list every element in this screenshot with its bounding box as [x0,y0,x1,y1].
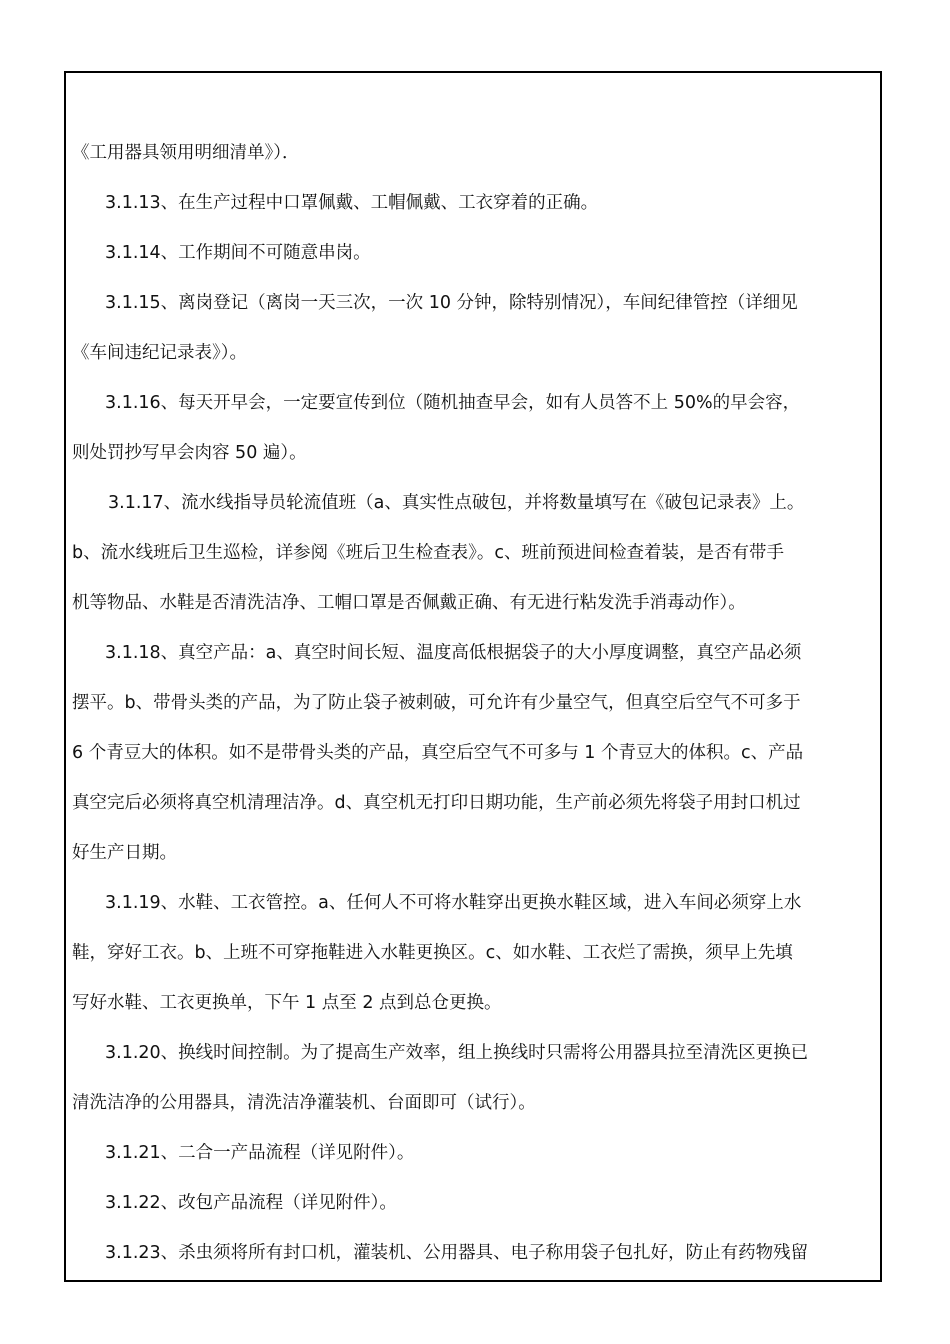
text-line: 3.1.19、水鞋、工衣管控。a、任何人不可将水鞋穿出更换水鞋区域，进入车间必须穿上水 [105,893,802,913]
text-line: 清洗洁净的公用器具，清洗洁净灌装机、台面即可（试行）。 [72,1093,536,1113]
text-line: 3.1.23、杀虫须将所有封口机，灌装机、公用器具、电子称用袋子包扎好，防止有药物残留 [105,1243,809,1263]
text-line: 3.1.21、二合一产品流程（详见附件）。 [105,1143,415,1163]
text-line: 机等物品、水鞋是否清洗洁净、工帽口罩是否佩戴正确、有无进行粘发洗手消毒动作）。 [72,593,746,613]
text-line: b、流水线班后卫生巡检，详参阅《班后卫生检查表》。c、班前预进间检查着装，是否有带手 [72,543,784,563]
text-line: 则处罚抄写早会肉容 50 遍）。 [72,443,307,463]
paragraph [72,1028,882,1128]
paragraph [72,1178,882,1228]
text-line: 《工用器具领用明细清单》）． [72,143,300,163]
paragraph [72,878,882,1028]
paragraph [72,1228,882,1278]
text-line: 真空完后必须将真空机清理洁净。d、真空机无打印日期功能，生产前必须先将袋子用封口机过 [72,793,801,813]
text-line: 3.1.16、每天开早会，一定要宣传到位（随机抽查早会，如有人员答不上 50%的早会容， [105,393,801,413]
text-line: 写好水鞋、工衣更换单，下午 1 点至 2 点到总仓更换。 [72,993,502,1013]
text-line: 鞋，穿好工衣。b、上班不可穿拖鞋进入水鞋更换区。c、如水鞋、工衣烂了需换，须早上先填 [72,943,793,963]
paragraph [72,1128,882,1178]
text-line: 3.1.15、离岗登记（离岗一天三次，一次 10 分钟，除特别情况），车间纪律管控（详细见 [105,293,798,313]
paragraph [72,228,882,278]
paragraph [72,278,882,378]
paragraph [72,628,882,878]
paragraph [72,128,882,178]
text-line: 3.1.18、真空产品：a、真空时间长短、温度高低根据袋子的大小厚度调整，真空产品必须 [105,643,802,663]
text-line: 3.1.17、流水线指导员轮流值班（a、真实性点破包，并将数量填写在《破包记录表》上。 [108,493,805,513]
paragraph [72,378,882,478]
text-line: 摆平。b、带骨头类的产品，为了防止袋子被刺破，可允许有少量空气，但真空后空气不可多于 [72,693,801,713]
text-line: 3.1.14、工作期间不可随意串岗。 [105,243,371,263]
text-line: 《车间违纪记录表》）。 [72,343,247,363]
text-line: 好生产日期。 [72,843,177,863]
paragraph [72,478,882,628]
document-body [72,128,882,1278]
text-line: 3.1.20、换线时间控制。为了提高生产效率，组上换线时只需将公用器具拉至清洗区更换已 [105,1043,809,1063]
paragraph [72,178,882,228]
text-line: 6 个青豆大的体积。如不是带骨头类的产品，真空后空气不可多与 1 个青豆大的体积。c、产品 [72,743,804,763]
text-line: 3.1.22、改包产品流程（详见附件）。 [105,1193,397,1213]
text-line: 3.1.13、在生产过程中口罩佩戴、工帽佩戴、工衣穿着的正确。 [105,193,599,213]
